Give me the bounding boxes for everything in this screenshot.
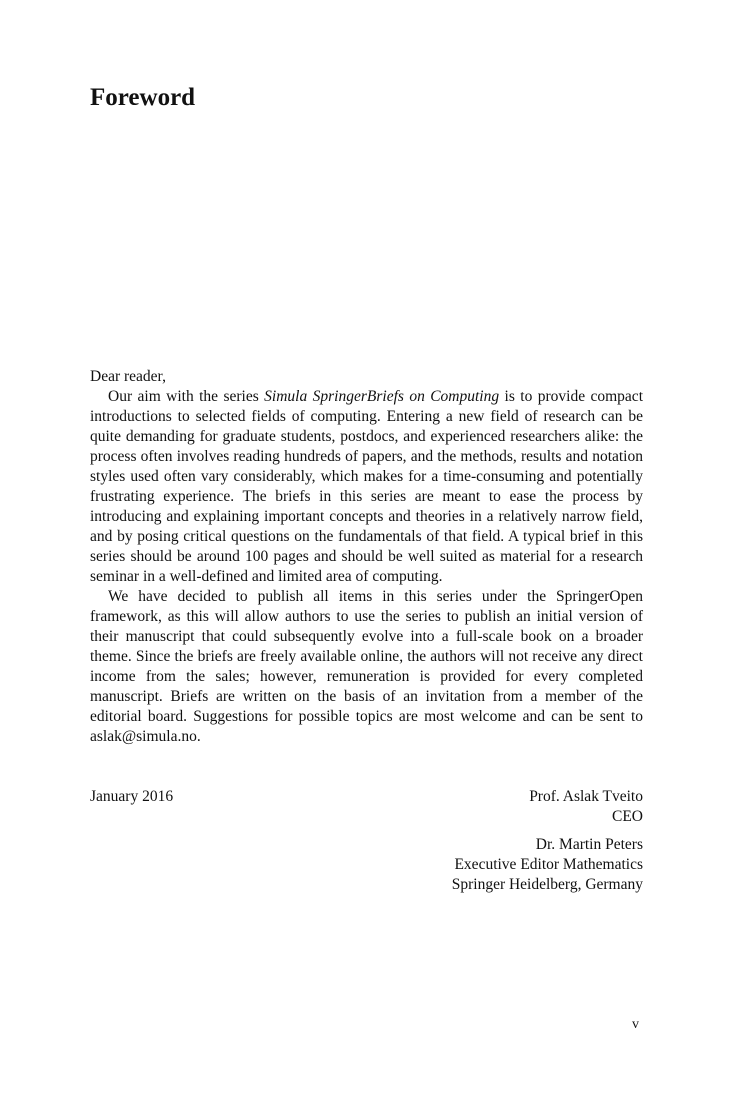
signatory-1-role: CEO [612, 808, 643, 825]
salutation: Dear reader, [90, 368, 166, 385]
signature-block-1 [529, 787, 643, 827]
page-number: v [632, 1017, 639, 1032]
paragraph-1-lead: Our aim with the series [108, 388, 265, 405]
page-title: Foreword [90, 84, 196, 111]
paragraph-2: We have decided to publish all items in this series under the SpringerOpen framework, as this will allow authors to use the series to publish an initial version of their manuscript that could subsequently evolve into a full-scale book on a broader theme. Since the briefs are freely available online, the authors will not receive any direct income from the sales; however, remuneration is provided for every completed manuscript. Briefs are written on the basis of an invitation from a member of the editorial board. Suggestions for possible topics are most welcome and can be sent to aslak@simula.no. [90, 588, 643, 745]
signatory-2-name: Dr. Martin Peters [535, 836, 643, 853]
letter-date: January 2016 [90, 788, 174, 805]
signature-block-2 [452, 835, 643, 895]
letter-body [90, 367, 643, 747]
signatory-2-org: Springer Heidelberg, Germany [451, 876, 643, 893]
series-name: Simula SpringerBriefs on Computing [264, 388, 500, 405]
signatory-2-role: Executive Editor Mathematics [454, 856, 643, 873]
paragraph-1-rest: is to provide compact introductions to selected fields of computing. Entering a new field of research can be quite demanding for graduate students, postdocs, and experienced researchers alike: the process often involves reading hundreds of papers, and the methods, results and notation styles used often vary considerably, which makes for a time-consuming and potentially frustrating experience. The briefs in this series are meant to ease the process by introducing and explaining important concepts and theories in a relatively narrow field, and by posing critical questions on the fundamentals of that field. A typical brief in this series should be around 100 pages and should be well suited as material for a research seminar in a well-defined and limited area of computing. [90, 388, 643, 585]
paragraph-1 [90, 387, 643, 587]
signatory-1-name: Prof. Aslak Tveito [529, 788, 643, 805]
